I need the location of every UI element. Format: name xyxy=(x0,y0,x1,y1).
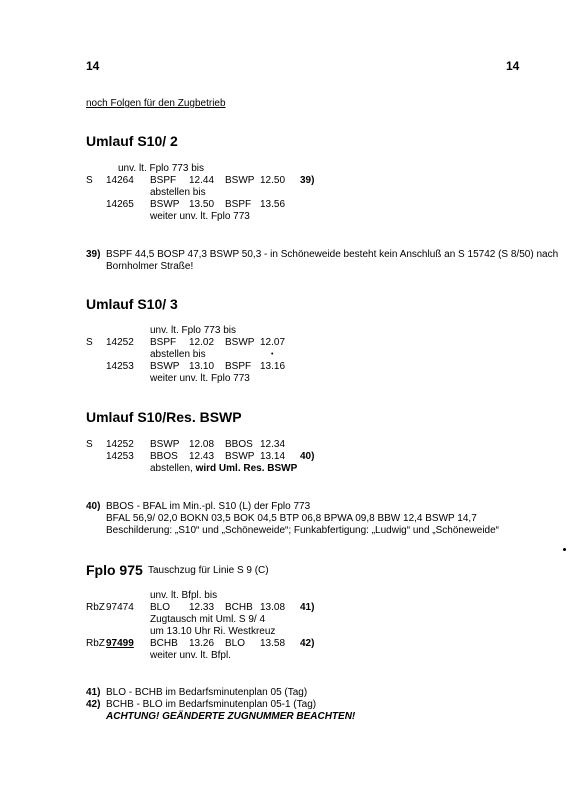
to-station: BSPF xyxy=(225,361,252,372)
train-type: S xyxy=(86,175,93,186)
train-number: 14253 xyxy=(106,451,134,462)
schedule-text: Zugtausch mit Uml. S 9/ 4 xyxy=(150,614,266,625)
schedule-text: unv. lt. Fplo 773 bis xyxy=(150,325,236,336)
footnote-ref: 40) xyxy=(300,451,315,462)
footnote-text: BSPF 44,5 BOSP 47,3 BSWP 50,3 - in Schöneweide besteht kein Anschluß an S 15742 (S 8/50) nach xyxy=(106,249,559,260)
footnote-ref: 42) xyxy=(300,638,315,649)
arr-time: 12.34 xyxy=(260,439,286,450)
fplo-title: Fplo 975 xyxy=(86,562,143,578)
train-type: S xyxy=(86,337,93,348)
dep-time: 12.02 xyxy=(189,337,215,348)
train-number: 14253 xyxy=(106,361,134,372)
schedule-text: unv. lt. Fplo 773 bis xyxy=(118,163,204,174)
dep-time: 12.43 xyxy=(189,451,215,462)
from-station: BSPF xyxy=(150,175,177,186)
train-type: S xyxy=(86,439,93,450)
page-number-right: 14 xyxy=(506,59,520,73)
schedule-text: abstellen, xyxy=(150,463,196,474)
train-number: 14264 xyxy=(106,175,134,186)
schedule-text: abstellen bis xyxy=(150,187,206,198)
from-station: BSWP xyxy=(150,361,180,372)
from-station: BLO xyxy=(150,602,171,613)
dep-time: 13.50 xyxy=(189,199,215,210)
to-station: BSPF xyxy=(225,199,252,210)
schedule-text: unv. lt. Bfpl. bis xyxy=(150,590,218,601)
section-title: Umlauf S10/ 2 xyxy=(86,133,178,149)
arr-time: 12.50 xyxy=(260,175,286,186)
schedule-text: um 13.10 Uhr Ri. Westkreuz xyxy=(150,626,276,637)
train-number-changed: 97499 xyxy=(106,638,134,649)
mark-dot: • xyxy=(271,351,274,358)
footnote-40-line3: Beschilderung: „S10“ und „Schöneweide“; Funkabfertigung: „Ludwig“ und „Schöneweide“ xyxy=(106,525,500,536)
schedule-text: weiter unv. lt. Fplo 773 xyxy=(150,211,250,222)
footnote-number: 39) xyxy=(86,249,101,260)
footnote-text: BCHB - BLO im Bedarfsminutenplan 05-1 (Tag) xyxy=(106,699,317,710)
train-number: 97474 xyxy=(106,602,134,613)
schedule-text: abstellen bis xyxy=(150,349,206,360)
from-station: BSWP xyxy=(150,439,180,450)
fplo-subtitle: Tauschzug für Linie S 9 (C) xyxy=(148,565,269,576)
train-number: 14265 xyxy=(106,199,134,210)
from-station: BBOS xyxy=(150,451,178,462)
to-station: BSWP xyxy=(225,451,255,462)
footnote-text: BLO - BCHB im Bedarfsminutenplan 05 (Tag) xyxy=(106,687,308,698)
arr-time: 13.16 xyxy=(260,361,286,372)
schedule-text: weiter unv. lt. Fplo 773 xyxy=(150,373,250,384)
dep-time: 12.33 xyxy=(189,602,215,613)
footnote-number: 41) xyxy=(86,687,101,698)
to-station: BSWP xyxy=(225,175,255,186)
footnote-39-cont: Bornholmer Straße! xyxy=(106,261,194,272)
schedule-text: weiter unv. lt. Bfpl. xyxy=(150,650,231,661)
page-number-left: 14 xyxy=(86,59,100,73)
intro-heading: noch Folgen für den Zugbetrieb xyxy=(86,98,226,109)
section-title: Umlauf S10/ 3 xyxy=(86,296,178,312)
train-number: 14252 xyxy=(106,337,134,348)
footnote-number: 42) xyxy=(86,699,101,710)
train-type: RbZ xyxy=(86,602,105,613)
from-station: BCHB xyxy=(150,638,178,649)
schedule-text-bold: wird Uml. Res. BSWP xyxy=(195,463,298,474)
arr-time: 13.56 xyxy=(260,199,286,210)
dep-time: 13.10 xyxy=(189,361,215,372)
footnote-number: 40) xyxy=(86,501,101,512)
footnote-text: BBOS - BFAL im Min.-pl. S10 (L) der Fplo 773 xyxy=(106,501,311,512)
dep-time: 12.08 xyxy=(189,439,215,450)
arr-time: 13.58 xyxy=(260,638,286,649)
dep-time: 12.44 xyxy=(189,175,215,186)
to-station: BCHB xyxy=(225,602,253,613)
footnote-40-line2: BFAL 56,9/ 02,0 BOKN 03,5 BOK 04,5 BTP 06,8 BPWA 09,8 BBW 12,4 BSWP 14,7 xyxy=(106,513,477,524)
to-station: BLO xyxy=(225,638,246,649)
footnote-ref: 41) xyxy=(300,602,315,613)
speck xyxy=(563,548,566,551)
warning-text: ACHTUNG! GEÄNDERTE ZUGNUMMER BEACHTEN! xyxy=(106,711,356,722)
from-station: BSWP xyxy=(150,199,180,210)
arr-time: 13.08 xyxy=(260,602,286,613)
train-number: 14252 xyxy=(106,439,134,450)
to-station: BSWP xyxy=(225,337,255,348)
dep-time: 13.26 xyxy=(189,638,215,649)
footnote-ref: 39) xyxy=(300,175,315,186)
section-title: Umlauf S10/Res. BSWP xyxy=(86,409,242,425)
train-type: RbZ xyxy=(86,638,105,649)
to-station: BBOS xyxy=(225,439,253,450)
from-station: BSPF xyxy=(150,337,177,348)
arr-time: 13.14 xyxy=(260,451,286,462)
arr-time: 12.07 xyxy=(260,337,286,348)
